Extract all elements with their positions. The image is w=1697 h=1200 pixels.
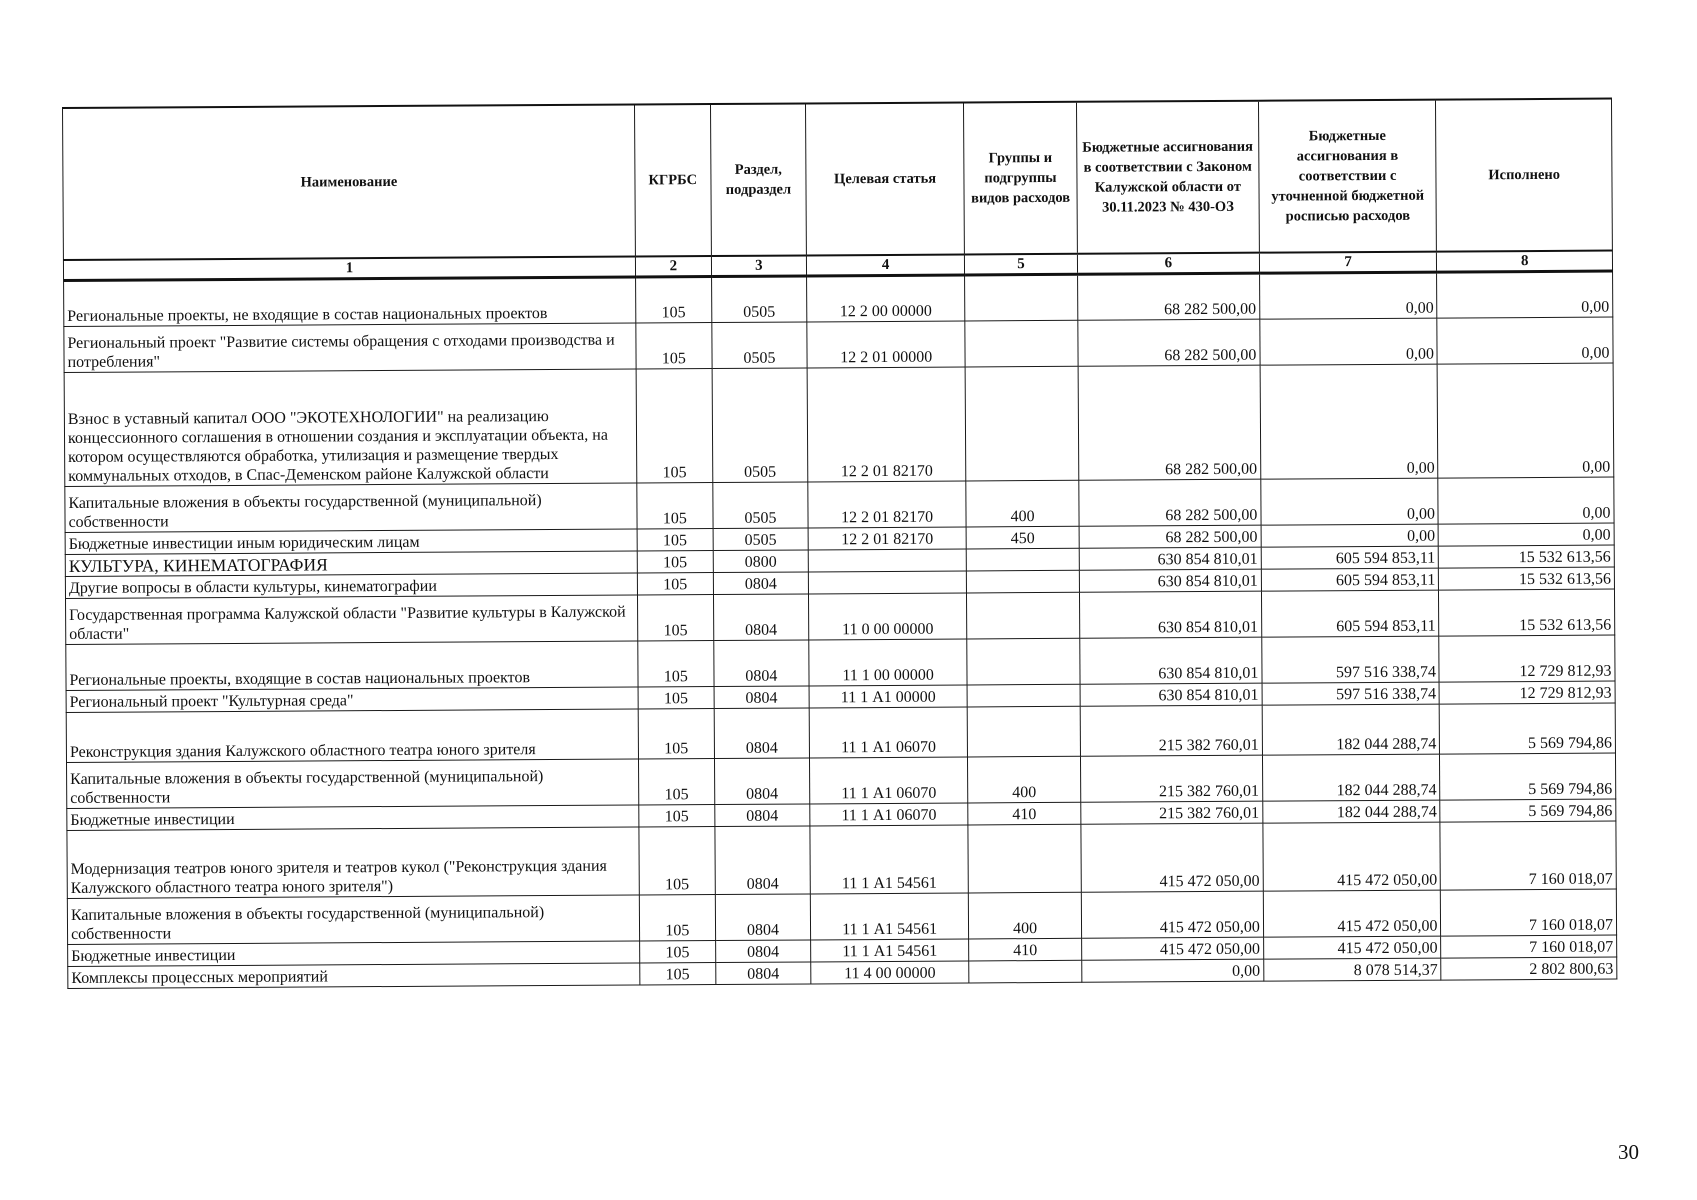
table-body bbox=[64, 271, 1617, 988]
row-refined-allocation: 605 594 853,11 bbox=[1261, 546, 1439, 569]
row-name: Другие вопросы в области культуры, кинематографии bbox=[65, 573, 637, 598]
row-law-allocation: 415 472 050,00 bbox=[1081, 891, 1263, 938]
row-section: 0804 bbox=[714, 708, 810, 759]
row-refined-allocation: 0,00 bbox=[1261, 524, 1439, 547]
row-name: Региональные проекты, не входящие в состав национальных проектов bbox=[64, 277, 636, 326]
row-refined-allocation: 0,00 bbox=[1259, 272, 1437, 319]
row-refined-allocation: 597 516 338,74 bbox=[1262, 636, 1440, 683]
header-target: Целевая статья bbox=[806, 102, 965, 255]
column-number: 7 bbox=[1259, 252, 1437, 274]
row-target-article: 11 1 А1 00000 bbox=[809, 685, 967, 708]
table-row bbox=[64, 363, 1614, 486]
row-expense-group: 400 bbox=[968, 756, 1081, 803]
row-name: Капитальные вложения в объекты государственной (муниципальной) собственности bbox=[67, 895, 639, 944]
row-expense-group bbox=[967, 570, 1080, 593]
row-executed: 0,00 bbox=[1439, 523, 1615, 546]
row-name: Капитальные вложения в объекты государственной (муниципальной) собственности bbox=[67, 759, 639, 808]
row-refined-allocation: 597 516 338,74 bbox=[1262, 682, 1440, 705]
row-name: КУЛЬТУРА, КИНЕМАТОГРАФИЯ bbox=[65, 551, 637, 576]
row-executed: 15 532 613,56 bbox=[1439, 545, 1615, 568]
row-law-allocation: 0,00 bbox=[1082, 959, 1264, 982]
row-name: Взнос в уставный капитал ООО "ЭКОТЕХНОЛОГИИ" на реализацию концессионного соглашения в отношении создания и эксплуатации объекта, на котором осуществляются обработка, утилизация и размещение твердых коммунальных отходов, в Спас-Деменском районе Калужской области bbox=[64, 369, 637, 486]
row-kgrbs: 105 bbox=[639, 895, 715, 941]
row-target-article: 12 2 01 82170 bbox=[808, 481, 966, 528]
row-executed: 7 160 018,07 bbox=[1440, 821, 1616, 890]
row-name: Капитальные вложения в объекты государственной (муниципальной) собственности bbox=[65, 483, 637, 532]
row-name: Реконструкция здания Калужского областного театра юного зрителя bbox=[66, 709, 638, 762]
row-expense-group: 400 bbox=[969, 892, 1082, 939]
row-section: 0505 bbox=[713, 482, 809, 529]
row-section: 0804 bbox=[714, 686, 809, 709]
row-law-allocation: 68 282 500,00 bbox=[1077, 273, 1259, 320]
row-name: Региональные проекты, входящие в состав национальных проектов bbox=[66, 641, 638, 690]
row-target-article: 11 1 00 00000 bbox=[809, 639, 967, 686]
row-target-article: 12 2 01 82170 bbox=[808, 527, 966, 550]
row-executed: 2 802 800,63 bbox=[1441, 957, 1617, 980]
row-section: 0800 bbox=[713, 550, 808, 573]
row-refined-allocation: 0,00 bbox=[1261, 478, 1439, 525]
row-section: 0804 bbox=[715, 894, 811, 941]
row-law-allocation: 215 382 760,01 bbox=[1081, 801, 1263, 824]
row-target-article: 11 1 А1 06070 bbox=[809, 707, 967, 758]
row-section: 0804 bbox=[715, 804, 810, 827]
row-law-allocation: 630 854 810,01 bbox=[1079, 591, 1261, 638]
row-target-article: 11 1 А1 54561 bbox=[811, 939, 969, 962]
row-kgrbs: 105 bbox=[638, 687, 714, 709]
row-expense-group: 450 bbox=[966, 526, 1079, 549]
row-executed: 15 532 613,56 bbox=[1439, 567, 1615, 590]
column-number: 2 bbox=[635, 256, 711, 277]
row-law-allocation: 68 282 500,00 bbox=[1079, 525, 1261, 548]
row-expense-group bbox=[965, 320, 1078, 367]
row-name: Модернизация театров юного зрителя и театров кукол ("Реконструкция здания Калужского областного театра юного зрителя") bbox=[67, 827, 639, 898]
row-refined-allocation: 605 594 853,11 bbox=[1261, 590, 1439, 637]
row-executed: 7 160 018,07 bbox=[1441, 935, 1617, 958]
row-refined-allocation: 182 044 288,74 bbox=[1262, 754, 1440, 801]
column-number: 4 bbox=[806, 254, 964, 275]
row-name: Региональный проект "Культурная среда" bbox=[66, 687, 638, 712]
row-refined-allocation: 415 472 050,00 bbox=[1263, 936, 1441, 959]
row-section: 0804 bbox=[714, 640, 810, 687]
row-kgrbs: 105 bbox=[638, 709, 714, 759]
row-law-allocation: 630 854 810,01 bbox=[1080, 637, 1262, 684]
row-executed: 12 729 812,93 bbox=[1439, 681, 1615, 704]
row-kgrbs: 105 bbox=[637, 551, 713, 573]
row-kgrbs: 105 bbox=[638, 759, 714, 805]
row-expense-group: 400 bbox=[966, 480, 1079, 527]
row-name: Региональный проект "Развитие системы обращения с отходами производства и потребления" bbox=[64, 323, 636, 372]
row-refined-allocation: 0,00 bbox=[1260, 318, 1438, 365]
row-law-allocation: 68 282 500,00 bbox=[1078, 319, 1260, 366]
row-law-allocation: 68 282 500,00 bbox=[1079, 479, 1261, 526]
row-target-article: 11 0 00 00000 bbox=[809, 593, 967, 640]
row-section: 0804 bbox=[715, 940, 810, 963]
column-number: 3 bbox=[711, 255, 806, 276]
row-expense-group: 410 bbox=[968, 802, 1081, 825]
row-target-article: 11 4 00 00000 bbox=[811, 961, 969, 984]
row-kgrbs: 105 bbox=[636, 369, 713, 483]
row-kgrbs: 105 bbox=[637, 483, 713, 529]
row-target-article bbox=[808, 571, 966, 594]
row-section: 0804 bbox=[713, 594, 809, 641]
row-section: 0804 bbox=[713, 572, 808, 595]
row-kgrbs: 105 bbox=[640, 963, 716, 985]
row-expense-group bbox=[969, 960, 1082, 983]
row-expense-group bbox=[966, 548, 1079, 571]
row-section: 0505 bbox=[713, 528, 808, 551]
row-law-allocation: 68 282 500,00 bbox=[1078, 365, 1261, 480]
header-executed: Исполнено bbox=[1436, 99, 1612, 252]
row-name: Бюджетные инвестиции bbox=[67, 805, 639, 830]
row-section: 0804 bbox=[714, 758, 810, 805]
row-kgrbs: 105 bbox=[640, 941, 716, 963]
row-refined-allocation: 605 594 853,11 bbox=[1261, 568, 1439, 591]
column-number: 5 bbox=[965, 254, 1078, 275]
row-refined-allocation: 0,00 bbox=[1260, 364, 1438, 479]
row-law-allocation: 630 854 810,01 bbox=[1079, 547, 1261, 570]
row-refined-allocation: 415 472 050,00 bbox=[1263, 890, 1441, 937]
column-number: 6 bbox=[1077, 253, 1259, 275]
row-target-article: 11 1 А1 06070 bbox=[810, 803, 968, 826]
row-section: 0804 bbox=[715, 962, 810, 985]
budget-table bbox=[62, 98, 1617, 989]
row-executed: 0,00 bbox=[1438, 363, 1614, 478]
page-number: 30 bbox=[1618, 1140, 1639, 1164]
row-executed: 5 569 794,86 bbox=[1440, 799, 1616, 822]
column-number: 8 bbox=[1437, 251, 1613, 273]
row-section: 0804 bbox=[715, 826, 811, 895]
row-name: Бюджетные инвестиции иным юридическим лицам bbox=[65, 529, 637, 554]
row-refined-allocation: 415 472 050,00 bbox=[1263, 822, 1441, 891]
row-kgrbs: 105 bbox=[637, 573, 713, 595]
header-section: Раздел, подраздел bbox=[710, 103, 806, 256]
row-expense-group bbox=[968, 824, 1081, 893]
header-kgrbs: КГРБС bbox=[634, 104, 711, 256]
row-executed: 7 160 018,07 bbox=[1441, 889, 1617, 936]
row-expense-group bbox=[967, 638, 1080, 685]
column-number: 1 bbox=[63, 257, 635, 281]
row-law-allocation: 215 382 760,01 bbox=[1080, 755, 1262, 802]
row-expense-group: 410 bbox=[969, 938, 1082, 961]
header-group: Группы и подгруппы видов расходов bbox=[964, 102, 1078, 255]
row-section: 0505 bbox=[711, 276, 807, 323]
row-kgrbs: 105 bbox=[637, 595, 713, 641]
row-kgrbs: 105 bbox=[639, 827, 715, 895]
row-law-allocation: 630 854 810,01 bbox=[1079, 569, 1261, 592]
row-expense-group bbox=[965, 366, 1078, 481]
row-name: Бюджетные инвестиции bbox=[68, 941, 640, 966]
row-target-article: 12 2 01 00000 bbox=[807, 321, 965, 368]
row-kgrbs: 105 bbox=[635, 277, 711, 323]
row-target-article: 12 2 01 82170 bbox=[807, 367, 966, 482]
row-law-allocation: 215 382 760,01 bbox=[1080, 705, 1262, 756]
header-law-allocations: Бюджетные ассигнования в соответствии с Законом Калужской области от 30.11.2023 № 430-ОЗ bbox=[1076, 101, 1259, 254]
row-law-allocation: 415 472 050,00 bbox=[1081, 937, 1263, 960]
row-executed: 5 569 794,86 bbox=[1440, 703, 1616, 754]
row-expense-group bbox=[967, 592, 1080, 639]
row-executed: 5 569 794,86 bbox=[1440, 753, 1616, 800]
row-target-article: 11 1 А1 54561 bbox=[810, 825, 969, 894]
row-name: Комплексы процессных мероприятий bbox=[68, 963, 640, 988]
row-name: Государственная программа Калужской области "Развитие культуры в Калужской области" bbox=[66, 595, 638, 644]
row-section: 0505 bbox=[712, 368, 808, 483]
row-refined-allocation: 182 044 288,74 bbox=[1263, 800, 1441, 823]
row-kgrbs: 105 bbox=[636, 323, 712, 369]
row-kgrbs: 105 bbox=[637, 529, 713, 551]
table-header-row bbox=[63, 99, 1613, 260]
row-law-allocation: 630 854 810,01 bbox=[1080, 683, 1262, 706]
row-expense-group bbox=[967, 706, 1080, 757]
row-target-article bbox=[808, 549, 966, 572]
row-kgrbs: 105 bbox=[639, 805, 715, 827]
row-executed: 0,00 bbox=[1437, 317, 1613, 364]
row-target-article: 11 1 А1 54561 bbox=[810, 893, 968, 940]
row-target-article: 12 2 00 00000 bbox=[807, 275, 965, 322]
header-name: Наименование bbox=[63, 105, 636, 260]
row-expense-group bbox=[965, 274, 1078, 321]
row-section: 0505 bbox=[712, 322, 808, 369]
row-refined-allocation: 8 078 514,37 bbox=[1264, 958, 1442, 981]
row-target-article: 11 1 А1 06070 bbox=[810, 757, 968, 804]
row-executed: 15 532 613,56 bbox=[1439, 589, 1615, 636]
row-law-allocation: 415 472 050,00 bbox=[1081, 823, 1263, 892]
row-kgrbs: 105 bbox=[638, 641, 714, 687]
row-executed: 12 729 812,93 bbox=[1439, 635, 1615, 682]
row-executed: 0,00 bbox=[1438, 477, 1614, 524]
row-executed: 0,00 bbox=[1437, 271, 1613, 318]
table-row bbox=[66, 703, 1615, 762]
row-refined-allocation: 182 044 288,74 bbox=[1262, 704, 1440, 755]
header-refined-allocations: Бюджетные ассигнования в соответствии с уточненной бюджетной росписью расходов bbox=[1258, 100, 1437, 253]
row-expense-group bbox=[967, 684, 1080, 707]
table-row bbox=[67, 821, 1616, 898]
